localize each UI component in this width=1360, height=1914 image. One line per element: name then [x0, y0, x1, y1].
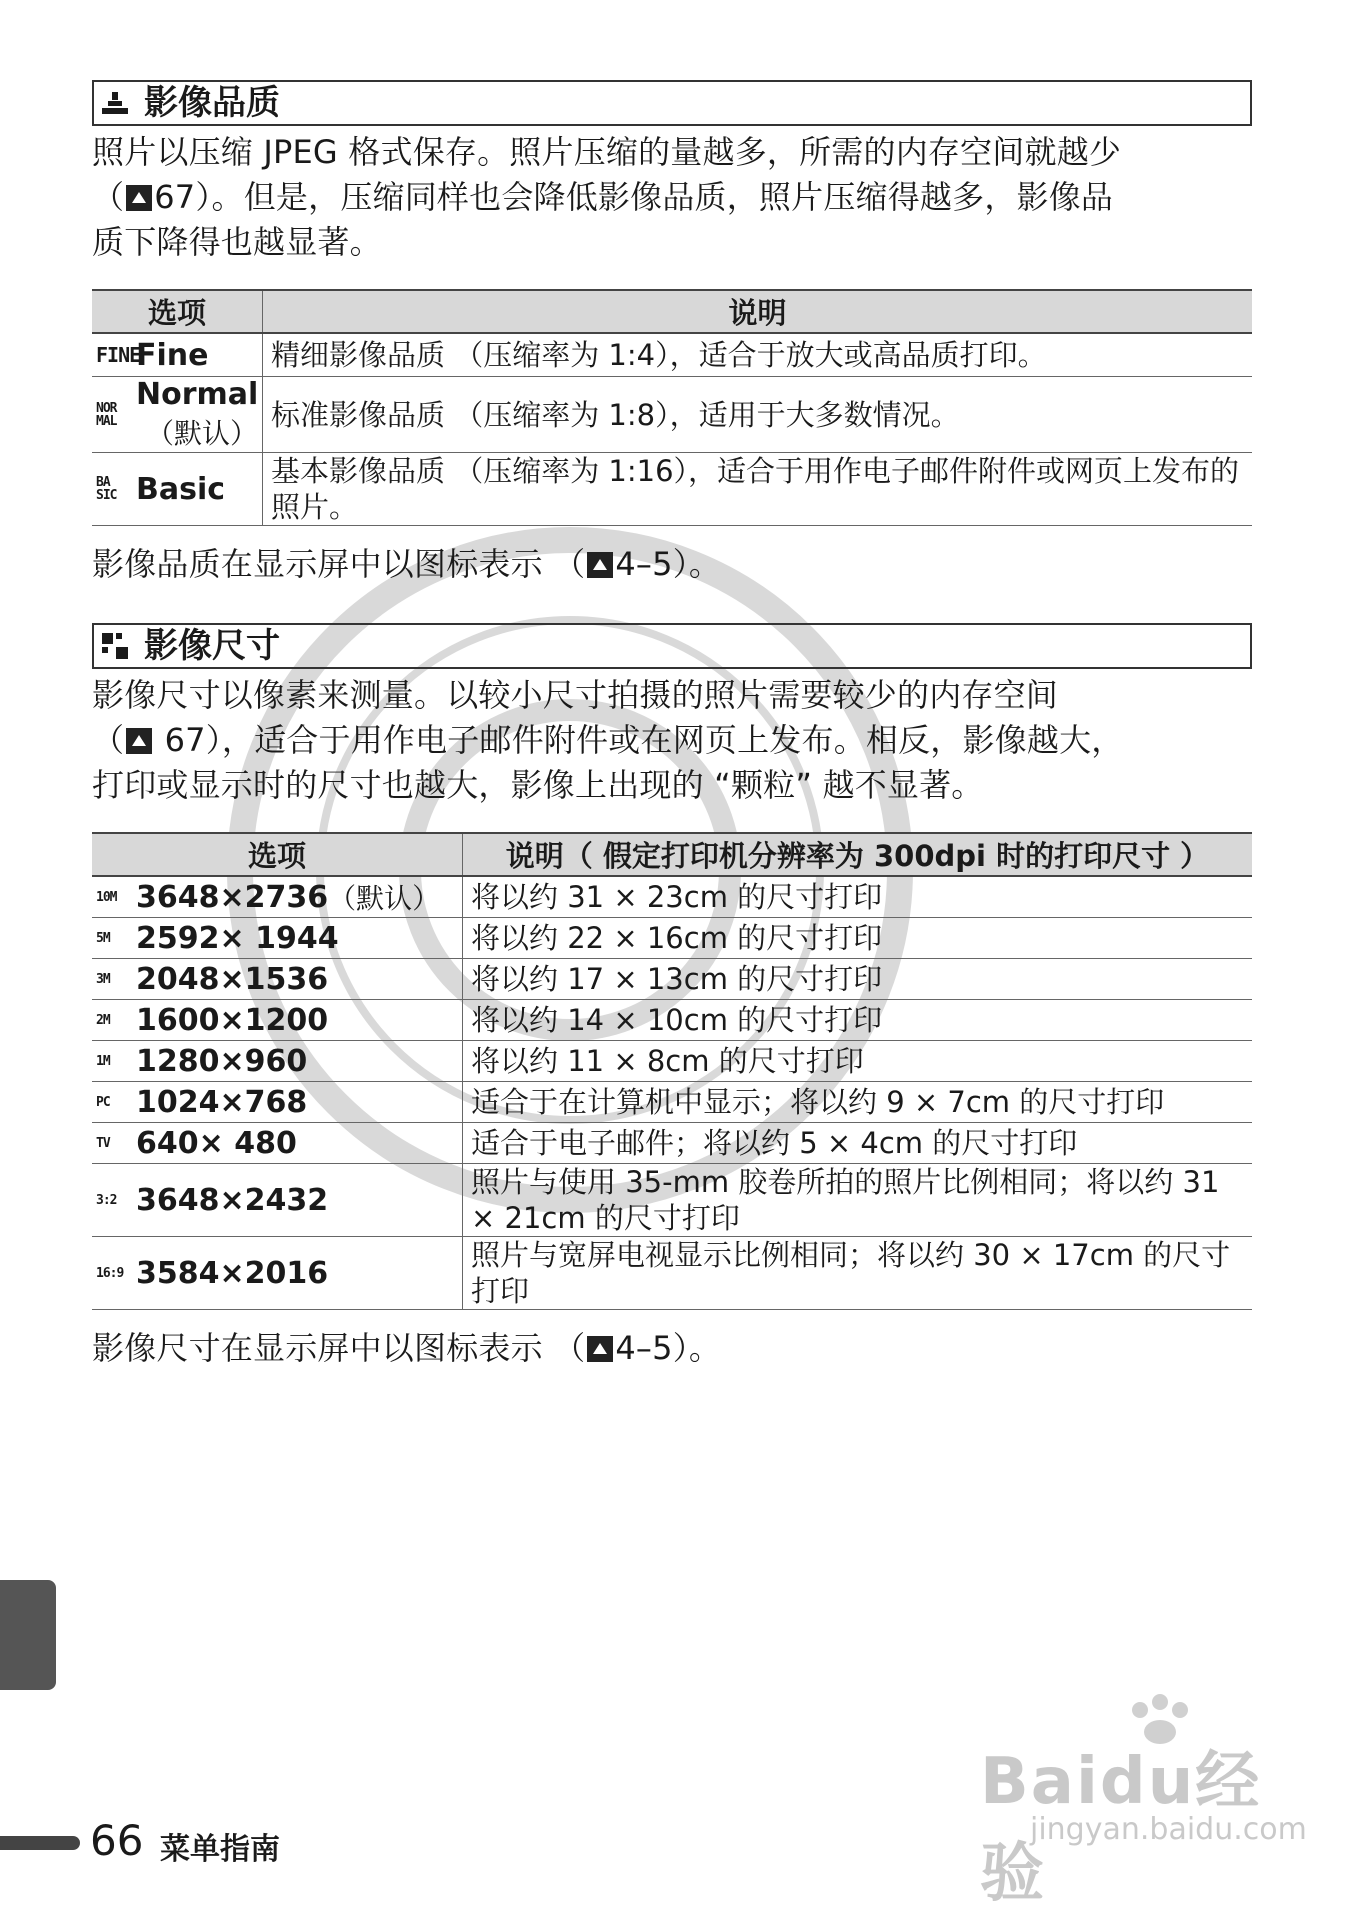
quality-table: [92, 289, 1252, 526]
quality-section-header: [92, 80, 1252, 126]
basic-quality-icon: BA SIC: [96, 475, 117, 503]
image-quality-icon: [100, 88, 130, 118]
size-3-2-icon: 3:2: [96, 1192, 117, 1208]
quality-option-label: Fine: [136, 337, 209, 373]
table-row: [92, 918, 1252, 959]
baidu-logo-jingyan: 经验: [980, 1745, 1262, 1911]
footer-section-title: 菜单指南: [160, 1832, 280, 1867]
baidu-logo-du: du: [1099, 1745, 1196, 1819]
size-intro: [92, 673, 1252, 808]
table-row: [92, 959, 1252, 1000]
table-row: [92, 1237, 1252, 1310]
size-note-ref: 4–5）。: [615, 1329, 722, 1367]
quality-intro: [92, 130, 1252, 265]
baidu-jingyan-watermark: [980, 1690, 1310, 1911]
size-option-desc: 将以约 31 × 23cm 的尺寸打印: [463, 876, 1253, 918]
default-note: （默认）: [328, 882, 441, 915]
page-ref-icon: [587, 552, 613, 578]
size-option-desc: 适合于电子邮件；将以约 5 × 4cm 的尺寸打印: [463, 1123, 1253, 1164]
size-1m-icon: 1M: [96, 1053, 110, 1069]
size-option-desc: 照片与宽屏电视显示比例相同；将以约 30 × 17cm 的尺寸打印: [463, 1237, 1253, 1310]
quality-section-title: 影像品质: [144, 83, 280, 123]
size-note: [92, 1326, 1252, 1371]
size-option-desc: 将以约 17 × 13cm 的尺寸打印: [463, 959, 1253, 1000]
footer-bar: [0, 1836, 80, 1850]
quality-col-desc: 说明: [263, 290, 1253, 333]
page-ref-icon: [587, 1336, 613, 1362]
quality-option-name: Normal: [136, 377, 259, 412]
size-option-desc: 照片与使用 35-mm 胶卷所拍的照片比例相同；将以约 31 × 21cm 的尺寸打印: [463, 1164, 1253, 1237]
size-5m-icon: 5M: [96, 930, 110, 946]
table-row: [92, 453, 1252, 526]
size-intro-line3: 打印或显示时的尺寸也越大，影像上出现的 “颗粒” 越不显著。: [92, 766, 984, 804]
size-col-option: 选项: [92, 833, 463, 876]
quality-note-ref: 4–5）。: [615, 545, 722, 583]
table-row: [92, 1000, 1252, 1041]
size-option-label: 1024×768: [136, 1084, 308, 1120]
page-ref-icon: [126, 728, 152, 754]
size-16-9-icon: 16:9: [96, 1265, 124, 1281]
quality-intro-line2: 67）。但是，压缩同样也会降低影像品质，照片压缩得越多，影像品: [154, 178, 1114, 216]
quality-option-desc: 标准影像品质 （压缩率为 1:8），适用于大多数情况。: [263, 377, 1253, 453]
image-size-icon: [100, 631, 130, 661]
size-2m-icon: 2M: [96, 1012, 110, 1028]
size-option-desc: 将以约 14 × 10cm 的尺寸打印: [463, 1000, 1253, 1041]
size-intro-line2: 67），适合于用作电子邮件附件或在网页上发布。相反，影像越大，: [154, 721, 1124, 759]
quality-note-text: 影像品质在显示屏中以图标表示 （: [92, 545, 586, 583]
size-intro-paren: （: [92, 721, 125, 759]
table-row: [92, 1164, 1252, 1237]
size-option-label: 3584×2016: [136, 1255, 329, 1291]
quality-option-label: [136, 377, 258, 452]
size-10m-icon: 10M: [96, 889, 117, 905]
size-section-title: 影像尺寸: [144, 626, 280, 666]
size-option-label: 1280×960: [136, 1043, 308, 1079]
quality-note: [92, 542, 1252, 587]
size-tv-icon: TV: [96, 1135, 110, 1151]
baidu-site-url: jingyan.baidu.com: [1030, 1812, 1307, 1847]
size-option-desc: 适合于在计算机中显示；将以约 9 × 7cm 的尺寸打印: [463, 1082, 1253, 1123]
size-intro-line1: 影像尺寸以像素来测量。以较小尺寸拍摄的照片需要较少的内存空间: [92, 676, 1059, 714]
page-number: 66: [90, 1816, 144, 1865]
size-option-desc: 将以约 11 × 8cm 的尺寸打印: [463, 1041, 1253, 1082]
size-option-label: 3648×2432: [136, 1182, 329, 1218]
normal-quality-icon: NOR MAL: [96, 400, 117, 429]
size-option-label: 1600×1200: [136, 1002, 329, 1038]
quality-intro-line3: 质下降得也越显著。: [92, 223, 382, 261]
default-note: （默认）: [146, 417, 259, 450]
quality-col-option: 选项: [92, 290, 263, 333]
quality-intro-paren: （: [92, 178, 125, 216]
size-table: [92, 832, 1252, 1310]
size-3m-icon: 3M: [96, 971, 110, 987]
size-option-label: 640× 480: [136, 1125, 297, 1161]
chapter-thumb-tab: [0, 1580, 56, 1690]
size-option-desc: 将以约 22 × 16cm 的尺寸打印: [463, 918, 1253, 959]
size-pc-icon: PC: [96, 1094, 110, 1110]
size-option-label: 2592× 1944: [136, 920, 339, 956]
size-section-header: [92, 623, 1252, 669]
baidu-logo-bai: Bai: [980, 1745, 1100, 1819]
page-ref-icon: [126, 185, 152, 211]
quality-option-desc: 基本影像品质 （压缩率为 1:16），适合于用作电子邮件附件或网页上发布的照片。: [263, 453, 1253, 526]
table-row: [92, 1123, 1252, 1164]
table-row: [92, 876, 1252, 918]
size-note-text: 影像尺寸在显示屏中以图标表示 （: [92, 1329, 586, 1367]
table-row: [92, 333, 1252, 377]
quality-intro-line1: 照片以压缩 JPEG 格式保存。照片压缩的量越多，所需的内存空间就越少: [92, 133, 1122, 171]
table-row: [92, 1082, 1252, 1123]
quality-option-desc: 精细影像品质 （压缩率为 1:4），适合于放大或高品质打印。: [263, 333, 1253, 377]
size-option-label: 2048×1536: [136, 961, 329, 997]
table-row: [92, 1041, 1252, 1082]
fine-quality-icon: FINE: [96, 342, 141, 367]
quality-option-label: Basic: [136, 471, 226, 507]
size-option-label: 3648×2736: [136, 879, 329, 915]
table-row: [92, 377, 1252, 453]
size-col-desc: 说明（ 假定打印机分辨率为 300dpi 时的打印尺寸 ）: [463, 833, 1253, 876]
